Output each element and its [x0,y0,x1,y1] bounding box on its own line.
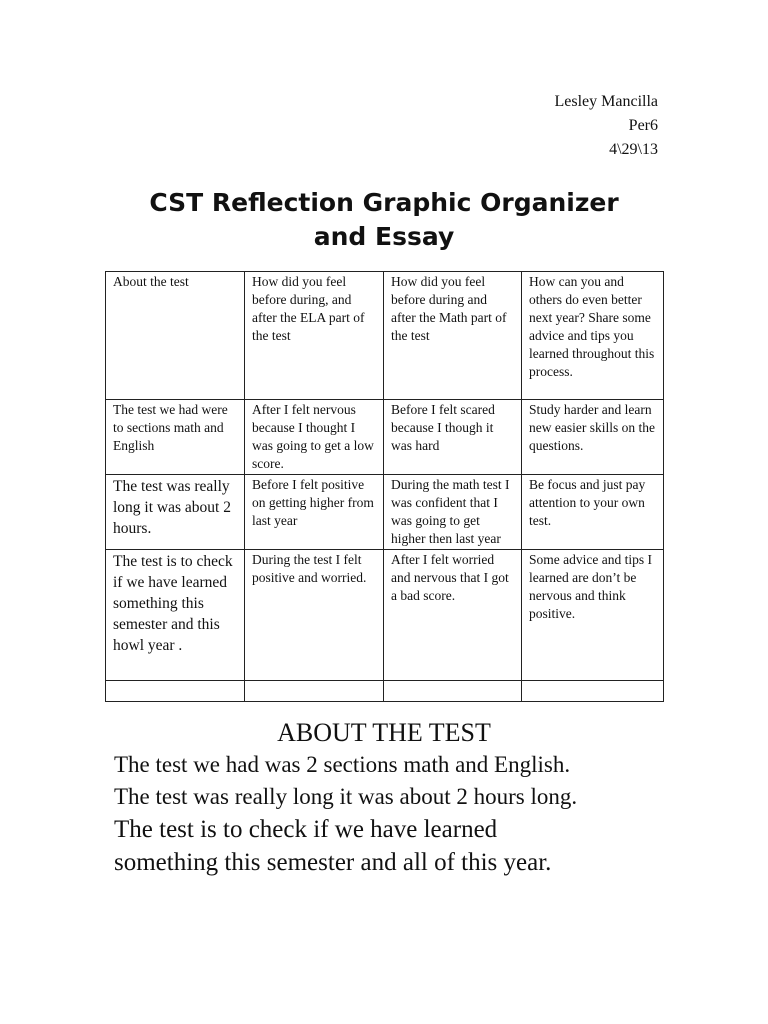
table-row [106,272,664,400]
table-cell: Some advice and tips I learned are don’t be nervous and think positive. [522,550,664,681]
table-cell: The test is to check if we have learned something this semester and this howl year . [106,550,245,681]
table-cell [245,681,384,702]
essay-heading: ABOUT THE TEST [277,718,491,747]
table-cell: During the math test I was confident that I was going to get higher then last year [384,475,522,550]
student-name: Lesley Mancilla [554,93,658,110]
title-line-1: CST Reflection Graphic Organizer [149,188,619,217]
essay-line: The test was really long it was about 2 hours long. [114,784,578,809]
table-row [106,681,664,702]
table-cell [384,681,522,702]
table-cell: After I felt worried and nervous that I got a bad score. [384,550,522,681]
essay-line: The test is to check if we have learned [114,816,498,843]
table-cell: Study harder and learn new easier skills on the questions. [522,400,664,475]
essay-line: something this semester and all of this year. [114,849,552,876]
table-row [106,475,664,550]
title-line-2: and Essay [313,222,455,251]
student-info [554,90,658,162]
table-cell: How did you feel before during and after the Math part of the test [384,272,522,400]
table-row [106,400,664,475]
table-cell: Before I felt positive on getting higher from last year [245,475,384,550]
table-cell: Before I felt scared because I though it was hard [384,400,522,475]
table-cell: After I felt nervous because I thought I was going to get a low score. [245,400,384,475]
date: 4\29\13 [609,141,658,158]
table-row [106,550,664,681]
table-cell [522,681,664,702]
table-cell: The test we had were to sections math and English [106,400,245,475]
table-cell: About the test [106,272,245,400]
table-cell [106,681,245,702]
class-period: Per6 [628,117,658,134]
table-cell: Be focus and just pay attention to your own test. [522,475,664,550]
essay-line: The test we had was 2 sections math and English. [114,752,571,777]
table-cell: During the test I felt positive and worried. [245,550,384,681]
graphic-organizer-table [105,271,664,702]
essay-body [114,749,734,879]
table-cell: The test was really long it was about 2 hours. [106,475,245,550]
table-cell: How can you and others do even better next year? Share some advice and tips you learned throughout this process. [522,272,664,400]
table-cell: How did you feel before during, and after the ELA part of the test [245,272,384,400]
page-title [84,186,684,254]
